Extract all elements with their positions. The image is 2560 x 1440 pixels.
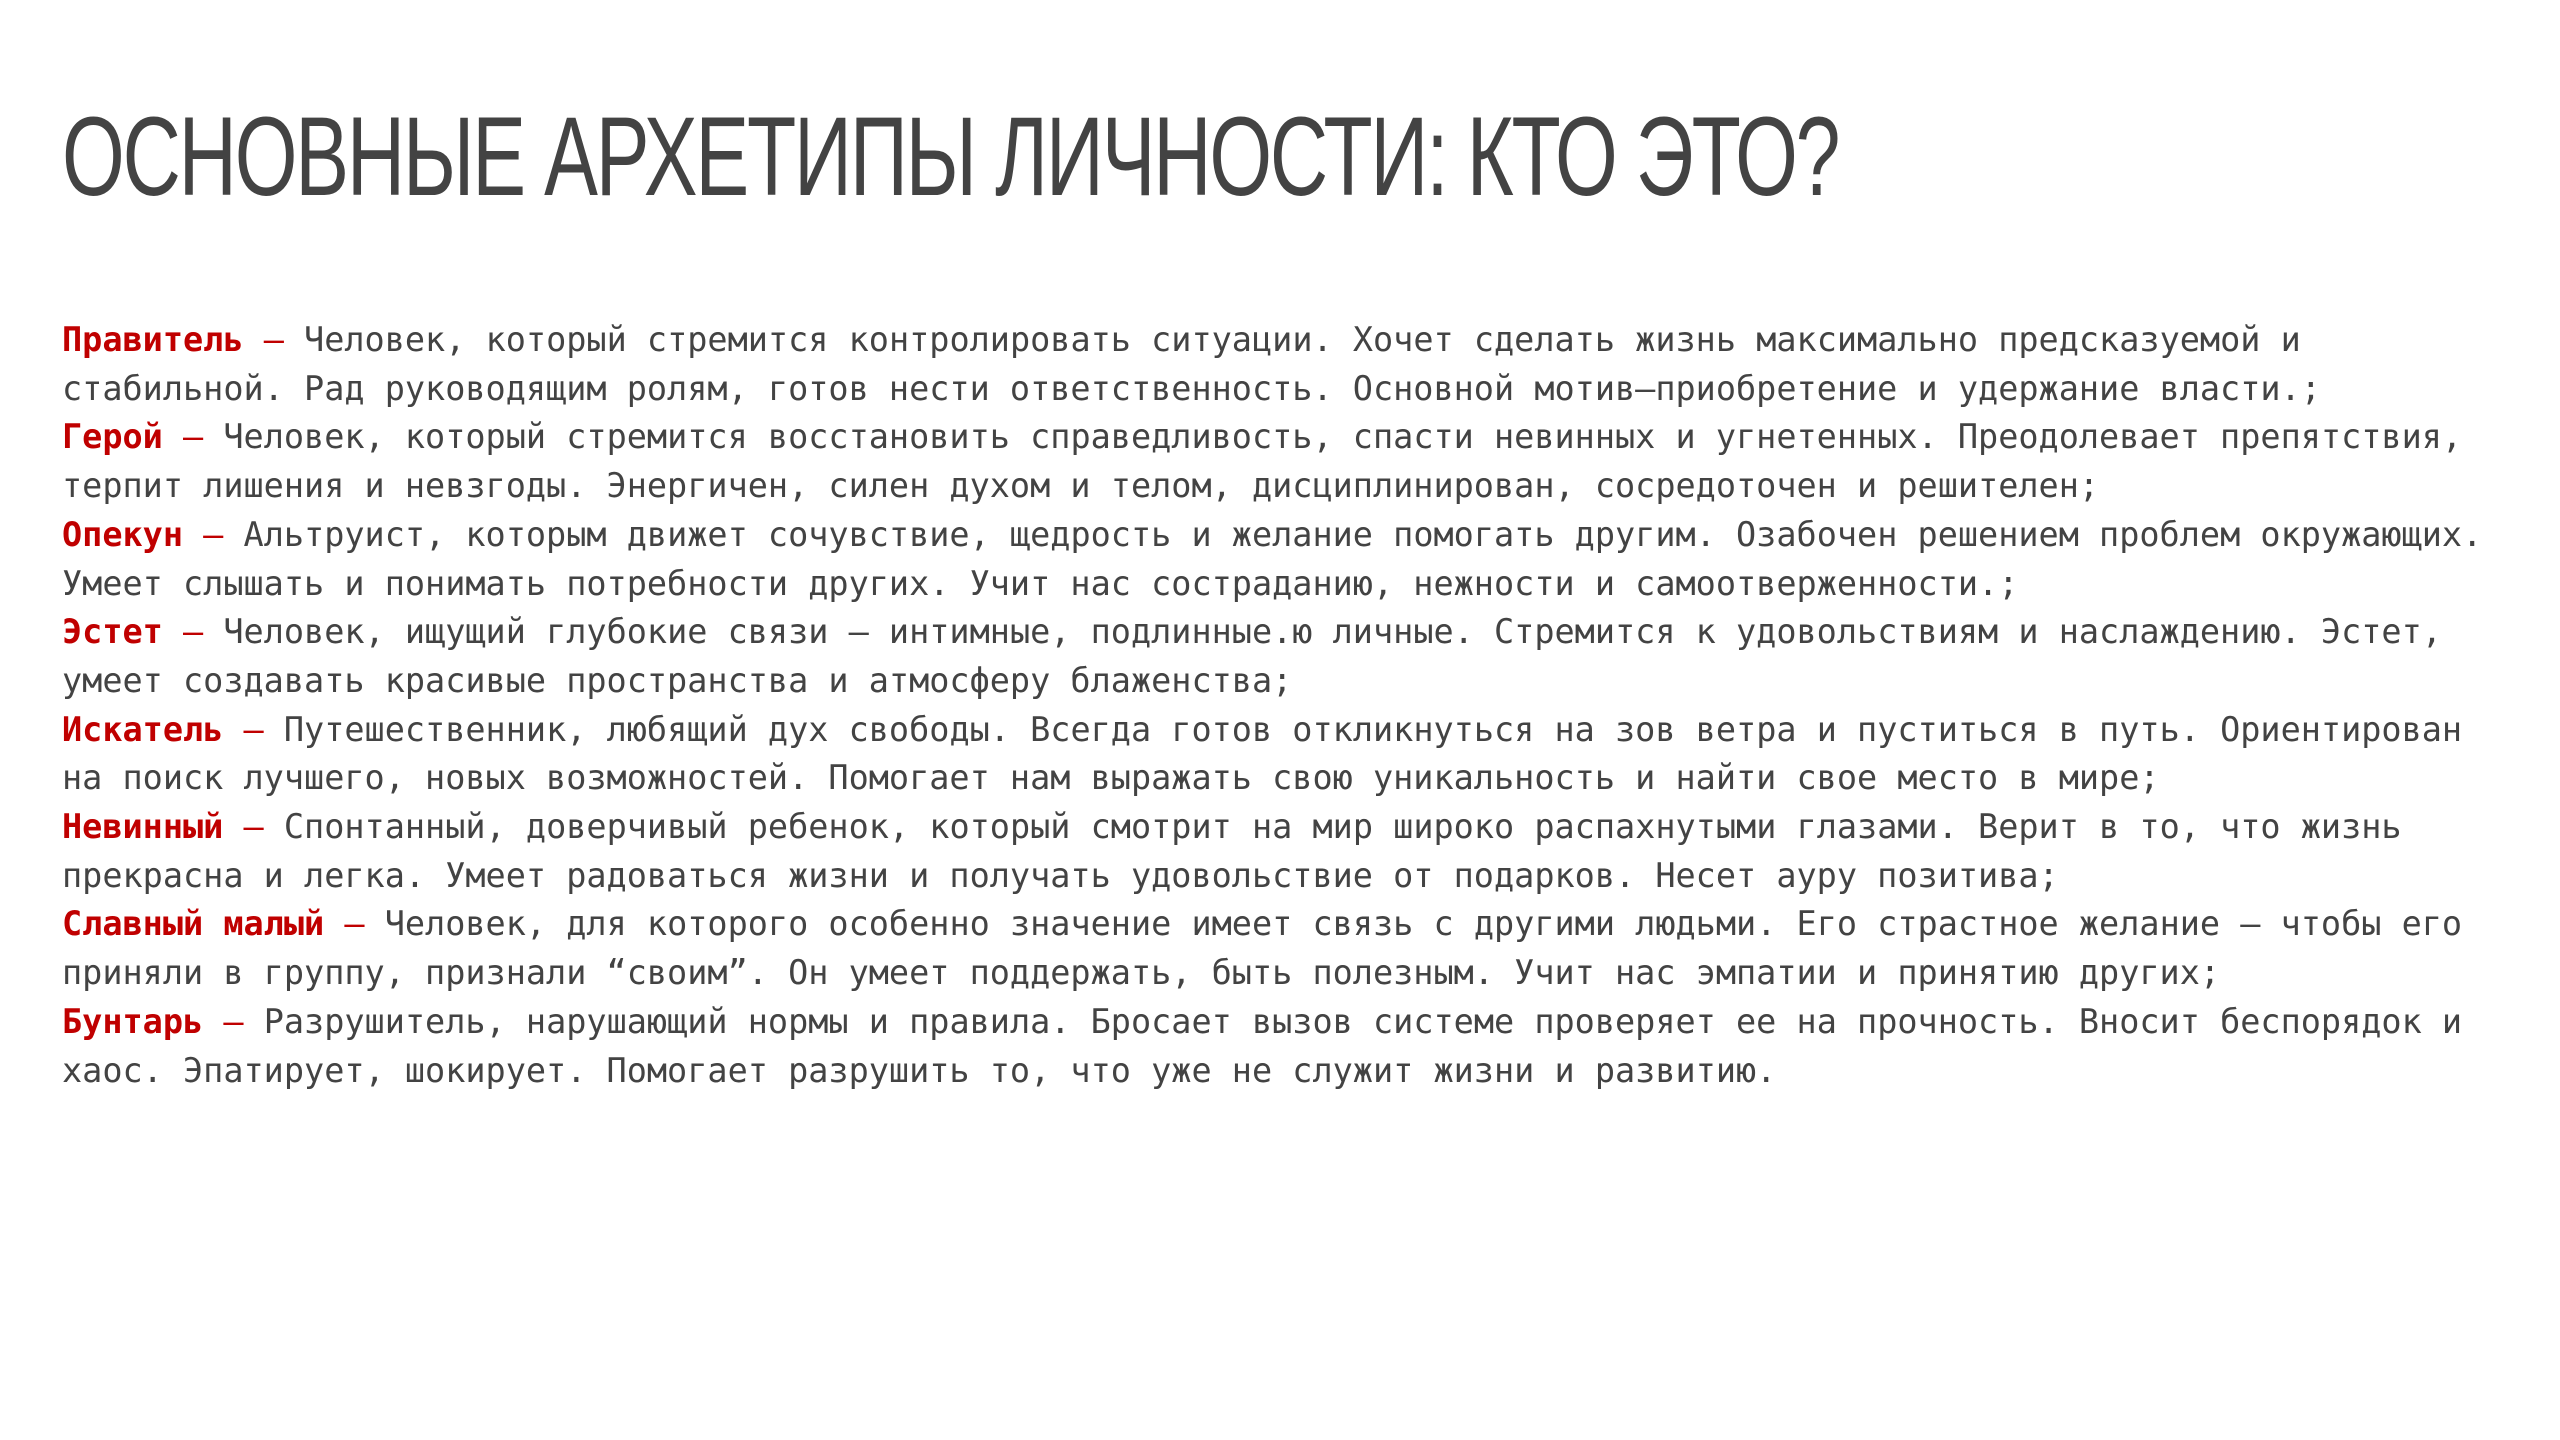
separator-dash: – <box>324 904 385 944</box>
archetype-term: Опекун <box>62 514 184 554</box>
separator-dash: – <box>223 807 284 847</box>
archetype-term: Герой <box>62 417 163 457</box>
separator-dash: – <box>243 320 305 359</box>
archetype-entry-caregiver <box>62 511 2502 608</box>
archetype-description: Человек, для которого особенно значение имеет связь с другими людьми. Его страстное желание – чтобы его приняли в группу, признали “своим”. Он умеет поддержать, быть полезным. Учит нас эмпатии и принятию других; <box>62 904 2463 993</box>
archetype-term: Правитель <box>62 320 244 359</box>
archetype-description: Человек, который стремится восстановить справедливость, спасти невинных и угнетенных. Преодолевает препятствия, терпит лишения и невзгоды. Энергичен, силен духом и телом, дисциплинирован, сосредоточен и решителен; <box>62 417 2463 506</box>
archetype-entry-ruler <box>62 316 2502 413</box>
separator-dash: – <box>203 1001 264 1041</box>
archetype-description: Путешественник, любящий дух свободы. Всегда готов откликнуться на зов ветра и пуститься в путь. Ориентирован на поиск лучшего, новых возможностей. Помогает нам выражать свою уникальность и найти свое место в мире; <box>62 709 2463 798</box>
separator-dash: – <box>223 709 284 749</box>
archetype-description: Разрушитель, нарушающий нормы и правила. Бросает вызов системе проверяет ее на прочность. Вносит беспорядок и хаос. Эпатирует, шокирует. Помогает разрушить то, что уже не служит жизни и развитию. <box>62 1001 2463 1090</box>
archetype-entry-seeker <box>62 706 2502 803</box>
archetype-entry-regular-guy <box>62 900 2502 997</box>
archetype-term: Искатель <box>62 709 224 749</box>
separator-dash: – <box>162 612 224 652</box>
archetype-entry-hero <box>62 413 2502 510</box>
archetype-description: Человек, ищущий глубокие связи – интимные, подлинные.ю личные. Стремится к удовольствиям и наслаждению. Эстет, умеет создавать красивые пространства и атмосферу блаженства; <box>62 612 2442 700</box>
archetype-term: Бунтарь <box>62 1001 204 1041</box>
archetype-description: Спонтанный, доверчивый ребенок, который смотрит на мир широко распахнутыми глазами. Верит в то, что жизнь прекрасна и легка. Умеет радоваться жизни и получать удовольствие от подарков. Несет ауру позитива; <box>62 807 2402 895</box>
archetype-term: Славный малый <box>62 904 325 944</box>
archetype-description: Альтруист, которым движет сочувствие, щедрость и желание помогать другим. Озабочен решением проблем окружающих. Умеет слышать и понимать потребности других. Учит нас состраданию, нежности и самоотверженности.; <box>62 514 2483 603</box>
archetype-entry-rebel <box>62 998 2502 1095</box>
archetype-list <box>62 316 2502 1095</box>
archetype-entry-innocent <box>62 803 2502 900</box>
slide-title: ОСНОВНЫЕ АРХЕТИПЫ ЛИЧНОСТИ: КТО ЭТО? <box>62 94 1839 219</box>
archetype-description: Человек, который стремится контролировать ситуации. Хочет сделать жизнь максимально предсказуемой и стабильной. Рад руководящим ролям, готов нести ответственность. Основной мотив–приобретение и удержание власти.; <box>62 320 2321 408</box>
archetype-term: Эстет <box>62 612 163 652</box>
separator-dash: – <box>183 514 244 554</box>
archetype-entry-aesthete <box>62 608 2502 705</box>
archetype-term: Невинный <box>62 807 224 847</box>
separator-dash: – <box>162 417 224 457</box>
